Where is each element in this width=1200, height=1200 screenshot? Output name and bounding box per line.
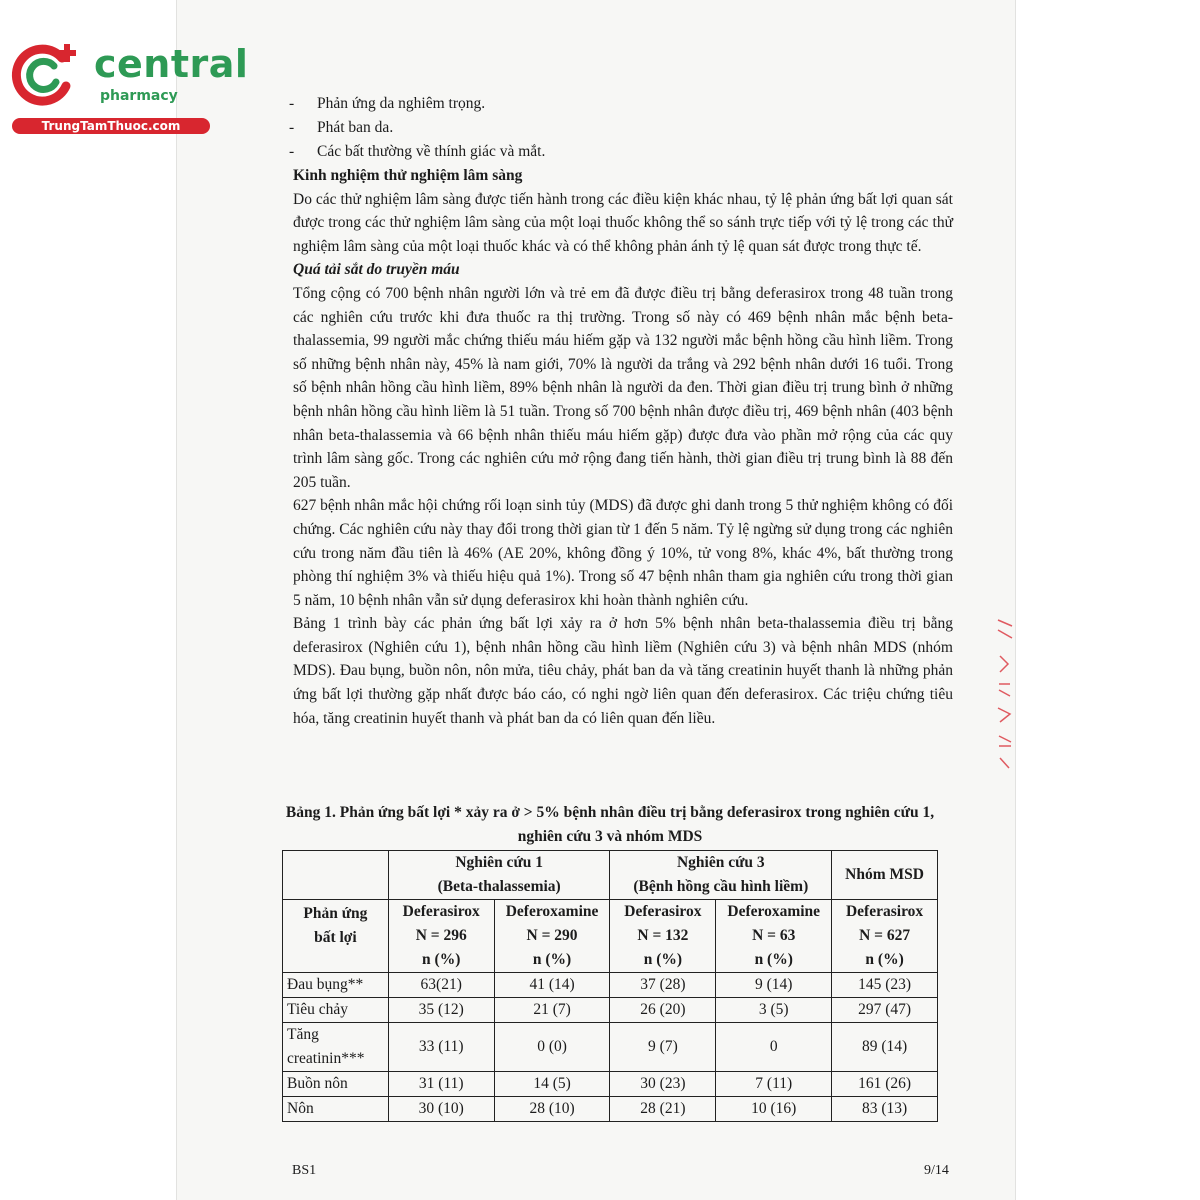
red-stamp-fragment-icon	[994, 616, 1016, 776]
table-row: Buồn nôn 31 (11) 14 (5) 30 (23) 7 (11) 161 (26)	[283, 1072, 938, 1097]
column-header: Deferasirox N = 132 n (%)	[610, 900, 716, 973]
table-row: Tăng creatinin*** 33 (11) 0 (0) 9 (7) 0 89 (14)	[283, 1023, 938, 1072]
column-header: Deferasirox N = 627 n (%)	[832, 900, 938, 973]
group-header: Nghiên cứu 3 (Bệnh hồng cầu hình liềm)	[610, 851, 832, 900]
column-header: Deferasirox N = 296 n (%)	[388, 900, 494, 973]
list-item: - Các bất thường về thính giác và mắt.	[289, 143, 546, 160]
column-header: Deferoxamine N = 290 n (%)	[494, 900, 610, 973]
logo-name: central	[94, 42, 249, 86]
paragraph: Bảng 1 trình bày các phản ứng bất lợi xảy ra ở hơn 5% bệnh nhân beta-thalassemia điều trị bằng deferasirox (Nghiên cứu 1), bệnh nhân hồng cầu hình liềm (Nghiên cứu 3) và bệnh nhân MDS (nhóm MDS). Đau bụng, buồn nôn, nôn mửa, tiêu chảy, phát ban da và tăng creatinin huyết thanh là những phản ứng bất lợi thường gặp nhất được báo cáo, có nghi ngờ liên quan đến deferasirox. Các triệu chứng tiêu hóa, tăng creatinin huyết thanh và phát ban da có liên quan đến liều.	[293, 615, 953, 727]
section-title: Kinh nghiệm thử nghiệm lâm sàng	[293, 167, 523, 184]
pharmacy-logo-icon	[10, 38, 82, 110]
subsection-title: Quá tải sắt do truyền máu	[293, 261, 460, 279]
table-caption: Bảng 1. Phản ứng bất lợi * xảy ra ở > 5% bệnh nhân điều trị bằng deferasirox trong nghiên cứu 1, nghiên cứu 3 và nhóm MDS	[285, 804, 935, 845]
table-corner-cell	[283, 851, 389, 900]
table-header-row	[283, 900, 938, 973]
body-text	[293, 164, 953, 730]
list-item: - Phát ban da.	[289, 119, 394, 136]
group-header: Nghiên cứu 1 (Beta-thalassemia)	[388, 851, 610, 900]
paragraph: Tổng cộng có 700 bệnh nhân người lớn và trẻ em đã được điều trị bằng deferasirox trong 48 tuần trong các nghiên cứu trước khi đưa thuốc ra thị trường. Trong số này có 469 bệnh nhân mắc bệnh beta-thalassemia, 99 người mắc chứng thiếu máu hiếm gặp và 132 người mắc bệnh hồng cầu hình liềm. Trong số những bệnh nhân này, 45% là nam giới, 70% là người da trắng và 292 bệnh nhân dưới 16 tuổi. Trong số bệnh nhân hồng cầu hình liềm, 89% bệnh nhân là người da đen. Thời gian điều trị trung bình ở những bệnh nhân hồng cầu hình liềm là 51 tuần. Trong số 700 bệnh nhân được điều trị, 469 bệnh nhân (403 bệnh nhân beta-thalassemia và 66 bệnh nhân thiếu máu hiếm gặp) được đưa vào phần mở rộng của các quy trình lâm sàng gốc. Trong các nghiên cứu mở rộng đang tiến hành, thời gian điều trị trung bình là 88 đến 205 tuần.	[293, 284, 953, 491]
table-row: Nôn 30 (10) 28 (10) 28 (21) 10 (16) 83 (13)	[283, 1097, 938, 1122]
central-pharmacy-logo	[10, 36, 249, 136]
footer-page-number: 9/14	[924, 1163, 949, 1178]
group-header: Nhóm MSD	[832, 851, 938, 900]
logo-subtitle: pharmacy	[100, 88, 178, 104]
paragraph: 627 bệnh nhân mắc hội chứng rối loạn sinh tủy (MDS) đã được ghi danh trong 5 thử nghiệm không có đối chứng. Các nghiên cứu này thay đổi trong thời gian từ 1 đến 5 năm. Tỷ lệ ngừng sử dụng trong các nghiên cứu trong năm đầu tiên là 46% (AE 20%, không đồng ý 10%, tử vong 8%, khác 4%, bất thường trong phòng thí nghiệm 3% và thiếu hiệu quả 1%). Trong số 47 bệnh nhân tham gia nghiên cứu trong thời gian 5 năm, 10 bệnh nhân vẫn sử dụng deferasirox khi hoàn thành nghiên cứu.	[293, 497, 953, 609]
logo-url-banner: TrungTamThuoc.com	[12, 118, 210, 134]
section-intro: Do các thử nghiệm lâm sàng được tiến hành trong các điều kiện khác nhau, tỷ lệ phản ứng bất lợi quan sát được trong các thử nghiệm lâm sàng của một loại thuốc không thể so sánh trực tiếp với tỷ lệ trong các thử nghiệm lâm sàng của một loại thuốc khác và có thể không phản ánh tỷ lệ quan sát được trong thực tế.	[293, 190, 953, 255]
table-row: Đau bụng** 63(21) 41 (14) 37 (28) 9 (14) 145 (23)	[283, 973, 938, 998]
table-header-row	[283, 851, 938, 900]
column-header: Deferoxamine N = 63 n (%)	[716, 900, 832, 973]
list-item: - Phản ứng da nghiêm trọng.	[289, 95, 486, 112]
table-row: Tiêu chảy 35 (12) 21 (7) 26 (20) 3 (5) 297 (47)	[283, 998, 938, 1023]
adverse-reactions-table	[282, 850, 938, 1122]
footer-doc-code: BS1	[292, 1163, 317, 1178]
row-header-title: Phản ứng bất lợi	[283, 900, 389, 973]
bullet-list	[289, 92, 545, 164]
